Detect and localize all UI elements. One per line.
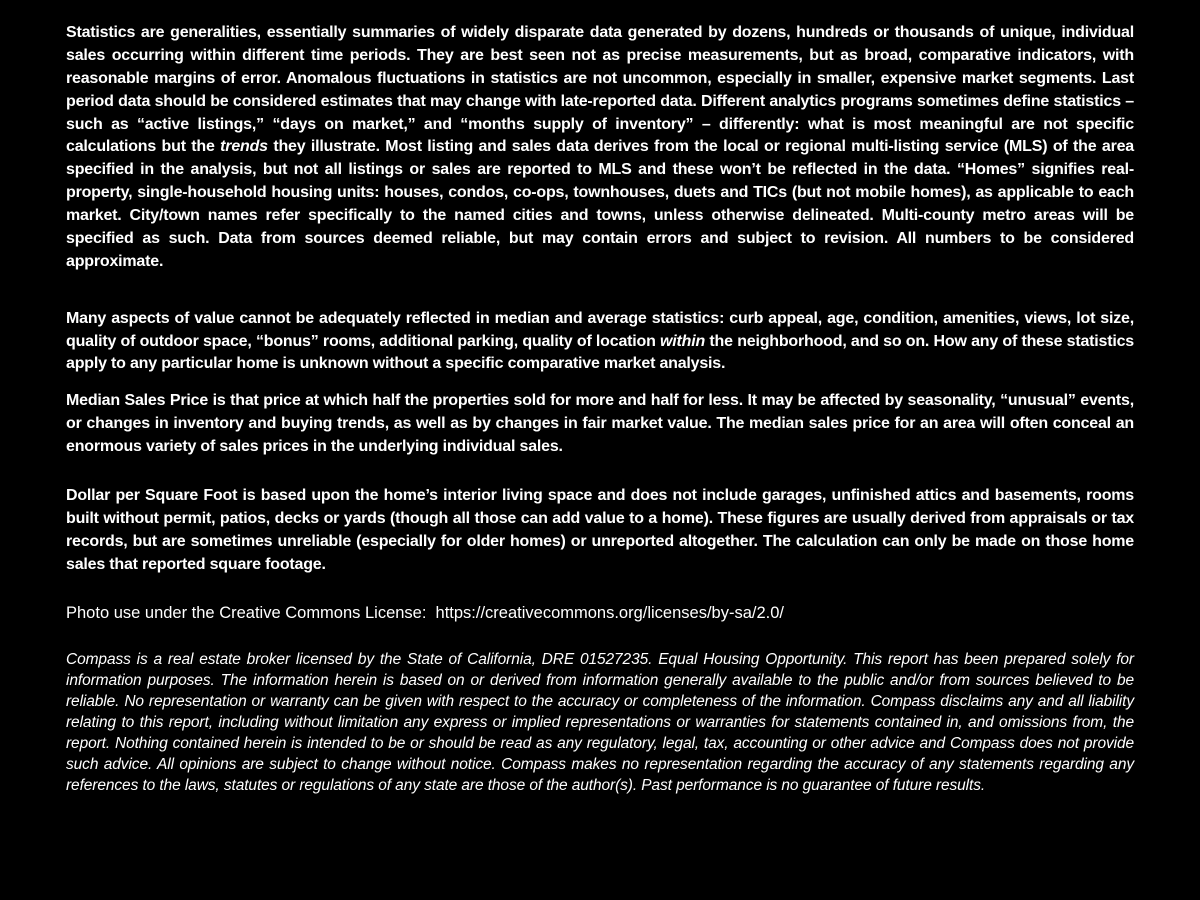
photo-license-url[interactable]: https://creativecommons.org/licenses/by-sa/2.0/	[435, 604, 784, 623]
paragraph-median-sales-price-note	[66, 390, 1134, 459]
paragraph-dollar-per-sqft-note	[66, 485, 1134, 577]
dollar-per-sqft-text: Dollar per Square Foot is based upon the home’s interior living space and does not include garages, unfinished attics and basements, rooms built without permit, patios, decks or yards (though all those can add value to a home). These figures are usually derived from appraisals or tax records, but are sometimes unreliable (especially for older homes) or unreported altogether. The calculation can only be made on those home sales that reported square footage.	[66, 486, 1134, 573]
median-sales-price-text: Median Sales Price is that price at which half the properties sold for more and half for less. It may be affected by seasonality, “unusual” events, or changes in inventory and buying trends, as well as by changes in fair market value. The median sales price for an area will often conceal an enormous variety of sales prices in the underlying individual sales.	[66, 392, 1134, 455]
statistics-note-italic-word: trends	[220, 138, 268, 156]
paragraph-statistics-note	[66, 22, 1134, 274]
value-aspects-italic-word: within	[660, 332, 706, 350]
legal-disclaimer-text: Compass is a real estate broker licensed by the State of California, DRE 01527235. Equal Housing Opportunity. This report has been prepared solely for information purposes. The information herein is based on or derived from information generally available to the public and/or from sources believed to be reliable. No representation or warranty can be given with respect to the accuracy or completeness of the information. Compass disclaims any and all liability relating to this report, including without limitation any express or implied representations or warranties for statements contained in, and omissions from, the report. Nothing contained herein is intended to be or should be read as any regulatory, legal, tax, accounting or other advice and Compass does not provide such advice. All opinions are subject to change without notice. Compass makes no representation regarding the accuracy of any statements regarding any references to the laws, statutes or regulations of any state are those of the author(s). Past performance is no guarantee of future results.	[66, 650, 1134, 795]
paragraph-value-aspects-note	[66, 308, 1134, 377]
statistics-note-text: Statistics are generalities, essentially summaries of widely disparate data generated by dozens, hundreds or thousands of unique, individual sales occurring within different time periods. They are best seen not as precise measurements, but as broad, comparative indicators, with reasonable margins of error. Anomalous fluctuations in statistics are not uncommon, especially in smaller, expensive market segments. Last period data should be considered estimates that may change with late-reported data. Different analytics programs sometimes define statistics – such as “active listings,” “days on market,” and “months supply of inventory” – differently: what is most meaningful are not specific calculations but the	[66, 24, 1134, 156]
value-aspects-text: Many aspects of value cannot be adequately reflected in median and average statistics: curb appeal, age, condition, amenities, views, lot size, quality of outdoor space, “bonus” rooms, additional parking, quality of location	[66, 309, 1134, 350]
paragraph-legal-disclaimer	[66, 649, 1134, 797]
photo-credit-label: Photo use under the Creative Commons License:	[66, 604, 427, 623]
paragraph-photo-credit	[66, 602, 1134, 624]
statistics-note-text-cont: they illustrate. Most listing and sales data derives from the local or regional multi-listing service (MLS) of the area specified in the analysis, but not all listings or sales are reported to MLS and these won’t be reflected in the data. “Homes” signifies real-property, single-household housing units: houses, condos, co-ops, townhouses, duets and TICs (but not mobile homes), as applicable to each market. City/town names refer specifically to the named cities and towns, unless otherwise delineated. Multi-county metro areas will be specified as such. Data from sources deemed reliable, but may contain errors and subject to revision. All numbers to be considered approximate.	[66, 138, 1134, 270]
value-aspects-text-cont: the neighborhood, and so on. How any of these statistics apply to any particular home is unknown without a specific comparative market analysis.	[66, 332, 1135, 373]
